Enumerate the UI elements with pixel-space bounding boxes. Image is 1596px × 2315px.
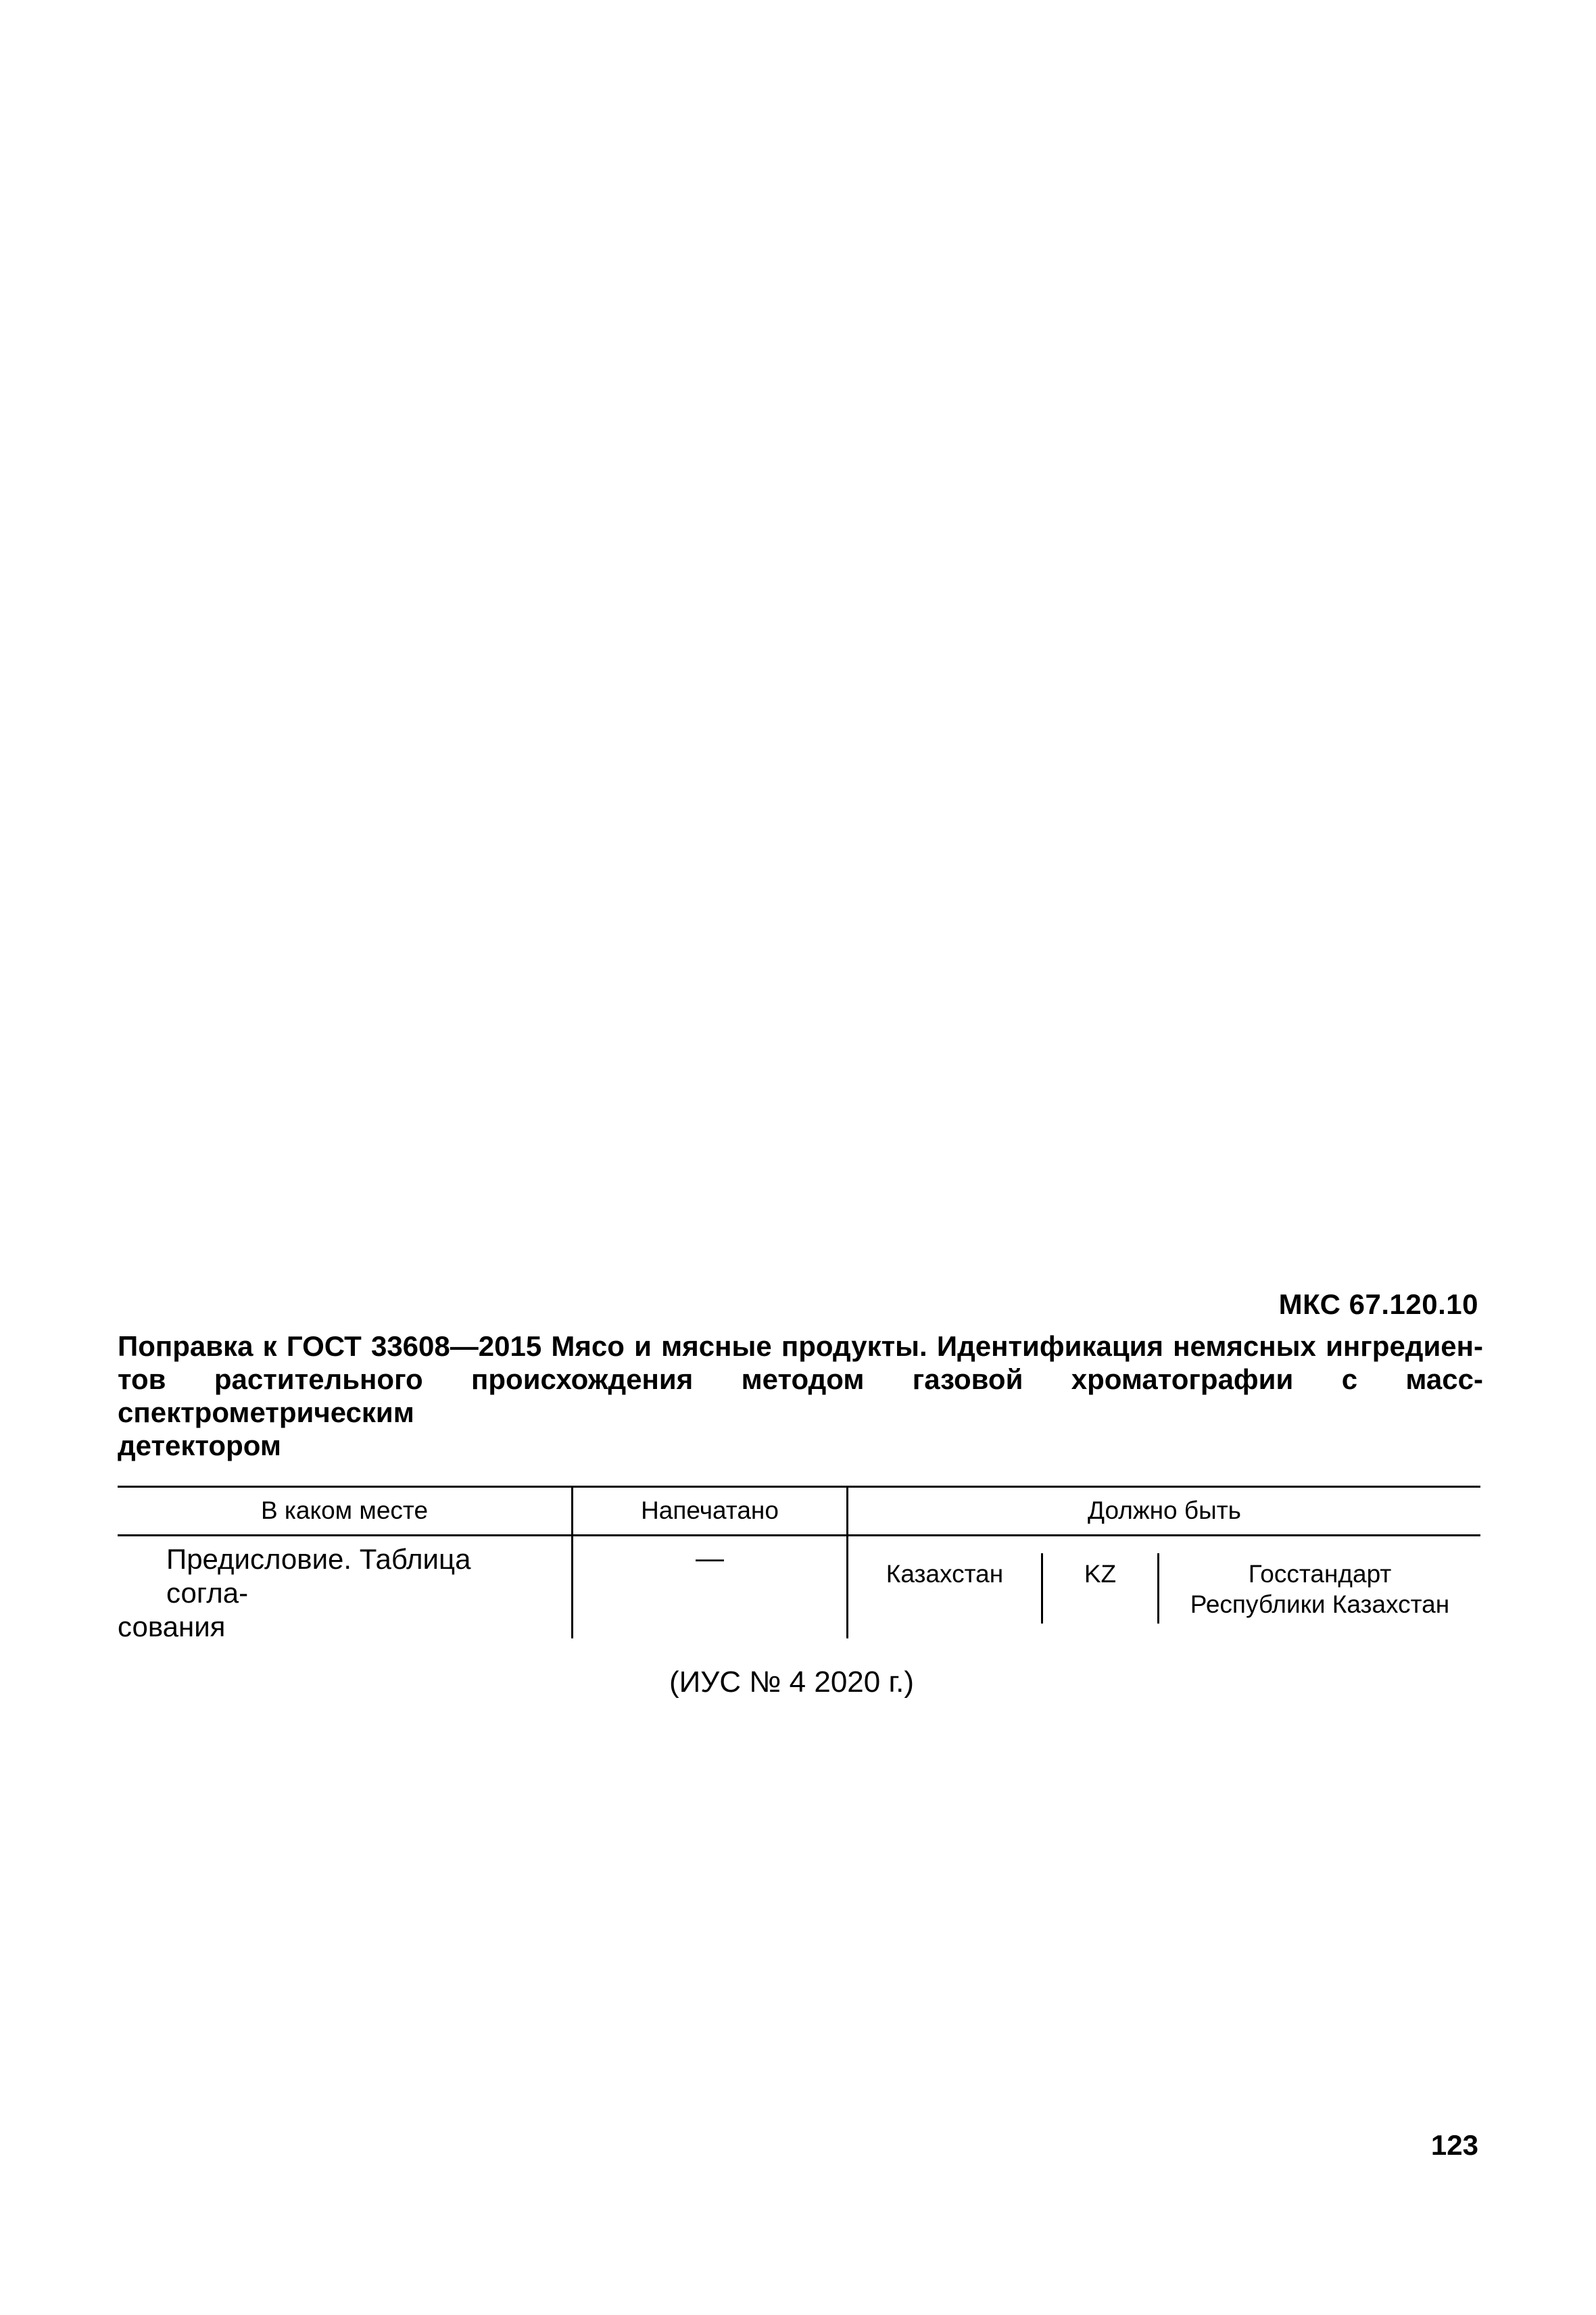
- table-row: [118, 1542, 557, 1644]
- title-line-2: тов растительного происхождения методом газовой хроматографии с масс-спектрометрическим: [118, 1363, 1483, 1428]
- standards-body-line-1: Госстандарт: [1248, 1560, 1392, 1588]
- ius-reference: (ИУС № 4 2020 г.): [669, 1665, 915, 1699]
- column-header-printed: Напечатано: [641, 1496, 779, 1524]
- column-header-should-be: Должно быть: [1088, 1496, 1241, 1524]
- document-title: [118, 1330, 1483, 1462]
- place-line-1: Предисловие. Таблица согла-: [166, 1543, 471, 1609]
- table-header-rule: [118, 1534, 1480, 1536]
- table-top-rule: [118, 1486, 1480, 1488]
- country-code: KZ: [1084, 1560, 1117, 1588]
- mks-code: МКС 67.120.10: [1278, 1288, 1478, 1320]
- place-line-2: сования: [118, 1611, 226, 1642]
- title-line-3: детектором: [118, 1430, 281, 1461]
- title-line-1: Поправка к ГОСТ 33608—2015 Мясо и мясные продукты. Идентификация немясных ингредиен-: [118, 1330, 1483, 1362]
- printed-value: —: [696, 1542, 724, 1574]
- standards-body-line-2: Республики Казахстан: [1190, 1590, 1450, 1618]
- country-name: Казахстан: [886, 1560, 1004, 1588]
- column-header-place: В каком месте: [260, 1496, 429, 1524]
- page-number: 123: [1430, 2129, 1478, 2161]
- standards-body: [1159, 1559, 1480, 1619]
